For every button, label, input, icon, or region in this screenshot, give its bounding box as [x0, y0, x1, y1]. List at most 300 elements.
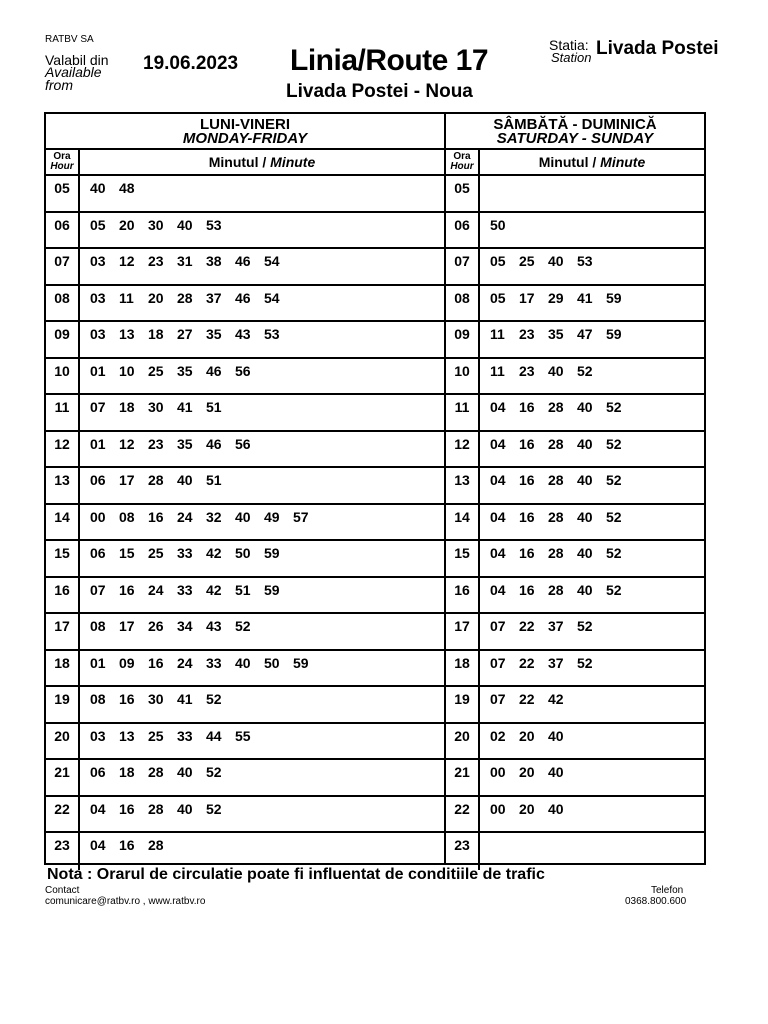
departure-minute: 13: [119, 727, 135, 744]
table-row: [446, 614, 704, 651]
weekday-column-header: [46, 148, 444, 176]
departure-minute: 24: [177, 508, 193, 525]
table-row: [46, 249, 444, 286]
route-title: Linia/Route 17: [290, 44, 489, 77]
departure-minute: 16: [519, 545, 535, 561]
hour-label-ro: Ora: [53, 151, 71, 162]
departure-minute: 04: [490, 472, 506, 488]
departure-minute: 28: [148, 837, 164, 853]
departure-minute: 33: [177, 727, 193, 744]
departure-minute: 53: [577, 253, 593, 269]
departure-minute: 17: [119, 618, 135, 634]
hour-label-ro: Ora: [453, 151, 471, 162]
departure-minute: 56: [235, 435, 251, 452]
weekend-title-ro: SÂMBĂTĂ - DUMINICĂ: [493, 116, 657, 133]
departure-minute: 33: [177, 581, 193, 598]
minutes-cell: [90, 286, 293, 321]
table-row: [446, 286, 704, 323]
hour-cell: 14: [46, 505, 80, 540]
departure-minute: 52: [606, 581, 622, 598]
departure-minute: 32: [206, 508, 222, 525]
minutes-cell: [90, 541, 293, 576]
departure-minute: 25: [148, 727, 164, 744]
table-row: [446, 395, 704, 432]
table-row: [446, 176, 704, 213]
minute-label-ro: Minutul /: [208, 154, 271, 170]
departure-minute: 25: [148, 545, 164, 561]
departure-minute: 08: [119, 508, 135, 525]
station-label-en: Station: [551, 50, 592, 65]
minutes-cell: [90, 322, 293, 357]
departure-minute: 07: [490, 618, 506, 634]
departure-minute: 00: [490, 764, 506, 780]
departure-minute: 18: [148, 326, 164, 342]
departure-minute: 33: [206, 654, 222, 671]
departure-minute: 35: [206, 326, 222, 342]
phone-value: 0368.800.600: [625, 896, 687, 907]
departure-minute: 05: [490, 253, 506, 269]
minutes-cell: [490, 249, 606, 284]
table-row: [46, 468, 444, 505]
table-row: [46, 614, 444, 651]
minutes-cell: [90, 614, 264, 649]
departure-minute: 40: [90, 180, 106, 196]
departure-minute: 10: [119, 362, 135, 379]
departure-minute: 40: [177, 216, 193, 233]
traffic-note: Nota : Orarul de circulatie poate fi influentat de conditiile de trafic: [47, 866, 545, 883]
departure-minute: 40: [577, 581, 593, 598]
departure-minute: 52: [577, 654, 593, 671]
departure-minute: 28: [548, 435, 564, 452]
departure-minute: 17: [119, 472, 135, 488]
departure-minute: 03: [90, 289, 106, 306]
departure-minute: 52: [206, 800, 222, 817]
minutes-cell: [490, 395, 635, 430]
table-row: [446, 651, 704, 688]
hour-cell: 14: [446, 505, 480, 540]
weekend-title-en: SATURDAY - SUNDAY: [496, 130, 654, 147]
departure-minute: 40: [548, 727, 564, 744]
table-row: [46, 505, 444, 542]
departure-minute: 52: [606, 472, 622, 488]
departure-minute: 51: [206, 399, 222, 415]
hour-cell: 12: [46, 432, 80, 467]
departure-minute: 16: [119, 691, 135, 707]
minutes-cell: [90, 687, 235, 722]
minutes-cell: [490, 614, 606, 649]
departure-minute: 16: [119, 837, 135, 853]
table-row: [446, 505, 704, 542]
departure-minute: 13: [119, 326, 135, 342]
hour-cell: 22: [46, 797, 80, 832]
table-row: [446, 797, 704, 834]
departure-minute: 35: [177, 435, 193, 452]
weekend-column-header: [446, 148, 704, 176]
table-row: [46, 286, 444, 323]
departure-minute: 07: [490, 654, 506, 671]
station-name: Livada Postei: [596, 38, 719, 59]
departure-minute: 35: [548, 326, 564, 342]
table-row: [446, 213, 704, 250]
departure-minute: 20: [519, 727, 535, 744]
departure-minute: 49: [264, 508, 280, 525]
departure-minute: 40: [177, 472, 193, 488]
departure-minute: 38: [206, 253, 222, 269]
minutes-cell: [490, 578, 635, 613]
departure-minute: 06: [90, 764, 106, 780]
timetable: [44, 112, 706, 865]
departure-minute: 41: [177, 399, 193, 415]
departure-minute: 20: [519, 800, 535, 817]
table-row: [46, 176, 444, 213]
hour-cell: 11: [46, 395, 80, 430]
table-row: [446, 432, 704, 469]
hour-cell: 20: [46, 724, 80, 759]
table-row: [46, 359, 444, 396]
hour-cell: 19: [46, 687, 80, 722]
departure-minute: 23: [148, 435, 164, 452]
minutes-cell: [490, 760, 577, 795]
departure-minute: 02: [490, 727, 506, 744]
minutes-cell: [490, 505, 635, 540]
hour-cell: 21: [446, 760, 480, 795]
departure-minute: 28: [177, 289, 193, 306]
hour-cell: 06: [46, 213, 80, 248]
departure-minute: 29: [548, 289, 564, 306]
table-row: [46, 651, 444, 688]
departure-minute: 40: [577, 435, 593, 452]
weekend-schedule: [446, 114, 704, 863]
hour-cell: 21: [46, 760, 80, 795]
departure-minute: 50: [264, 654, 280, 671]
departure-minute: 05: [490, 289, 506, 306]
valid-from-label-en-2: from: [45, 77, 73, 93]
minutes-cell: [490, 797, 577, 832]
departure-minute: 40: [177, 800, 193, 817]
minute-column-header: [480, 150, 704, 174]
weekend-header: [446, 114, 704, 148]
departure-minute: 40: [548, 764, 564, 780]
hour-cell: 18: [446, 651, 480, 686]
table-row: [446, 249, 704, 286]
departure-minute: 40: [577, 472, 593, 488]
departure-minute: 30: [148, 691, 164, 707]
departure-minute: 00: [490, 800, 506, 817]
departure-minute: 23: [148, 253, 164, 269]
table-row: [46, 760, 444, 797]
hour-cell: 10: [446, 359, 480, 394]
hour-cell: 23: [446, 833, 480, 870]
departure-minute: 25: [148, 362, 164, 379]
table-row: [46, 578, 444, 615]
departure-minute: 52: [606, 508, 622, 525]
departure-minute: 48: [119, 180, 135, 196]
departure-minute: 01: [90, 435, 106, 452]
departure-minute: 30: [148, 216, 164, 233]
departure-minute: 12: [119, 435, 135, 452]
departure-minute: 16: [119, 581, 135, 598]
departure-minute: 28: [148, 800, 164, 817]
minutes-cell: [90, 468, 235, 503]
departure-minute: 47: [577, 326, 593, 342]
minutes-cell: [490, 213, 519, 248]
departure-minute: 04: [490, 399, 506, 415]
departure-minute: 52: [206, 764, 222, 780]
departure-minute: 37: [548, 654, 564, 671]
departure-minute: 40: [235, 654, 251, 671]
minutes-cell: [90, 651, 322, 686]
departure-minute: 59: [293, 654, 309, 671]
departure-minute: 09: [119, 654, 135, 671]
departure-minute: 41: [577, 289, 593, 306]
departure-minute: 52: [577, 362, 593, 379]
departure-minute: 28: [548, 508, 564, 525]
departure-minute: 03: [90, 727, 106, 744]
departure-minute: 18: [119, 764, 135, 780]
departure-minute: 43: [206, 618, 222, 634]
departure-minute: 40: [235, 508, 251, 525]
departure-minute: 08: [90, 618, 106, 634]
table-row: [446, 322, 704, 359]
weekday-header: [46, 114, 444, 148]
departure-minute: 28: [548, 581, 564, 598]
departure-minute: 40: [548, 253, 564, 269]
departure-minute: 23: [519, 362, 535, 379]
minutes-cell: [90, 359, 264, 394]
minutes-cell: [90, 578, 293, 613]
departure-minute: 03: [90, 326, 106, 342]
station-label-ro: Statia:: [549, 37, 589, 53]
departure-minute: 52: [606, 545, 622, 561]
departure-minute: 16: [148, 654, 164, 671]
hour-cell: 16: [46, 578, 80, 613]
departure-minute: 40: [577, 508, 593, 525]
departure-minute: 16: [148, 508, 164, 525]
departure-minute: 37: [206, 289, 222, 306]
departure-minute: 34: [177, 618, 193, 634]
minutes-cell: [90, 833, 177, 870]
table-row: [46, 687, 444, 724]
departure-minute: 52: [577, 618, 593, 634]
departure-minute: 46: [235, 253, 251, 269]
table-row: [46, 213, 444, 250]
hour-cell: 13: [446, 468, 480, 503]
hour-cell: 05: [46, 176, 80, 211]
minutes-cell: [90, 505, 322, 540]
table-row: [446, 541, 704, 578]
departure-minute: 55: [235, 727, 251, 744]
departure-minute: 25: [519, 253, 535, 269]
departure-minute: 35: [177, 362, 193, 379]
hour-cell: 10: [46, 359, 80, 394]
departure-minute: 53: [206, 216, 222, 233]
departure-minute: 24: [148, 581, 164, 598]
departure-minute: 22: [519, 654, 535, 671]
minutes-cell: [490, 359, 606, 394]
departure-minute: 28: [148, 764, 164, 780]
hour-cell: 07: [46, 249, 80, 284]
departure-minute: 04: [490, 435, 506, 452]
minutes-cell: [90, 432, 264, 467]
departure-minute: 00: [90, 508, 106, 525]
departure-minute: 07: [490, 691, 506, 707]
table-row: [446, 578, 704, 615]
departure-minute: 54: [264, 289, 280, 306]
table-row: [446, 760, 704, 797]
hour-cell: 23: [46, 833, 80, 870]
departure-minute: 01: [90, 654, 106, 671]
minutes-cell: [490, 651, 606, 686]
departure-minute: 20: [119, 216, 135, 233]
departure-minute: 04: [90, 837, 106, 853]
departure-minute: 26: [148, 618, 164, 634]
departure-minute: 16: [519, 581, 535, 598]
valid-from-label-ro: Valabil din: [45, 52, 109, 68]
departure-minute: 06: [90, 545, 106, 561]
departure-minute: 22: [519, 618, 535, 634]
departure-minute: 40: [177, 764, 193, 780]
table-row: [46, 395, 444, 432]
minutes-cell: [90, 724, 264, 759]
departure-minute: 11: [490, 326, 505, 342]
contact-label: Contact: [45, 885, 80, 896]
minute-label-en: Minute: [270, 154, 316, 170]
minutes-cell: [490, 322, 635, 357]
minutes-cell: [90, 760, 235, 795]
table-row: [446, 833, 704, 870]
departure-minute: 28: [548, 399, 564, 415]
departure-minute: 56: [235, 362, 251, 379]
table-row: [446, 468, 704, 505]
departure-minute: 59: [264, 545, 280, 561]
hour-cell: 09: [46, 322, 80, 357]
minutes-cell: [490, 432, 635, 467]
departure-minute: 01: [90, 362, 106, 379]
departure-minute: 16: [519, 472, 535, 488]
departure-minute: 46: [235, 289, 251, 306]
minutes-cell: [490, 468, 635, 503]
departure-minute: 17: [519, 289, 535, 306]
weekday-title-ro: LUNI-VINERI: [200, 116, 290, 133]
hour-cell: 08: [446, 286, 480, 321]
minutes-cell: [490, 286, 635, 321]
departure-minute: 53: [264, 326, 280, 342]
departure-minute: 52: [206, 691, 222, 707]
table-row: [46, 541, 444, 578]
departure-minute: 42: [548, 691, 564, 707]
departure-minute: 43: [235, 326, 251, 342]
weekend-rows: [446, 176, 704, 863]
departure-minute: 16: [119, 800, 135, 817]
hour-cell: 16: [446, 578, 480, 613]
weekday-schedule: [46, 114, 446, 863]
departure-minute: 04: [90, 800, 106, 817]
departure-minute: 07: [90, 581, 106, 598]
departure-minute: 11: [490, 362, 505, 379]
minutes-cell: [490, 724, 577, 759]
departure-minute: 50: [490, 216, 506, 233]
departure-minute: 40: [577, 399, 593, 415]
departure-minute: 33: [177, 545, 193, 561]
departure-minute: 52: [606, 399, 622, 415]
hour-label-en: Hour: [450, 161, 474, 172]
departure-minute: 03: [90, 253, 106, 269]
departure-minute: 52: [235, 618, 251, 634]
departure-minute: 59: [264, 581, 280, 598]
phone-label: Telefon: [651, 885, 684, 896]
hour-cell: 18: [46, 651, 80, 686]
minutes-cell: [490, 687, 577, 722]
hour-cell: 08: [46, 286, 80, 321]
hour-cell: 15: [446, 541, 480, 576]
hour-cell: 17: [446, 614, 480, 649]
valid-from-label-en: Available: [45, 64, 102, 80]
contact-value: comunicare@ratbv.ro , www.ratbv.ro: [45, 896, 206, 907]
departure-minute: 28: [548, 545, 564, 561]
departure-minute: 52: [606, 435, 622, 452]
departure-minute: 57: [293, 508, 309, 525]
route-direction: Livada Postei - Noua: [286, 81, 473, 102]
departure-minute: 27: [177, 326, 193, 342]
table-row: [46, 797, 444, 834]
departure-minute: 22: [519, 691, 535, 707]
departure-minute: 51: [206, 472, 222, 488]
minutes-cell: [90, 797, 235, 832]
minute-label-en: Minute: [600, 154, 646, 170]
minutes-cell: [90, 213, 235, 248]
departure-minute: 05: [90, 216, 106, 233]
departure-minute: 04: [490, 545, 506, 561]
departure-minute: 40: [548, 362, 564, 379]
hour-cell: 11: [446, 395, 480, 430]
table-row: [446, 359, 704, 396]
hour-cell: 09: [446, 322, 480, 357]
hour-column-header: [46, 150, 80, 174]
hour-cell: 13: [46, 468, 80, 503]
hour-column-header: [446, 150, 480, 174]
table-row: [46, 833, 444, 870]
minutes-cell: [90, 176, 148, 211]
departure-minute: 06: [90, 472, 106, 488]
departure-minute: 16: [519, 399, 535, 415]
table-row: [46, 322, 444, 359]
departure-minute: 20: [148, 289, 164, 306]
hour-cell: 22: [446, 797, 480, 832]
weekday-rows: [46, 176, 444, 863]
departure-minute: 42: [206, 581, 222, 598]
departure-minute: 28: [548, 472, 564, 488]
hour-cell: 15: [46, 541, 80, 576]
departure-minute: 18: [119, 399, 135, 415]
departure-minute: 42: [206, 545, 222, 561]
departure-minute: 37: [548, 618, 564, 634]
table-row: [446, 687, 704, 724]
hour-cell: 06: [446, 213, 480, 248]
departure-minute: 23: [519, 326, 535, 342]
departure-minute: 04: [490, 508, 506, 525]
valid-date: 19.06.2023: [143, 53, 239, 74]
hour-cell: 20: [446, 724, 480, 759]
departure-minute: 50: [235, 545, 251, 561]
departure-minute: 12: [119, 253, 135, 269]
hour-cell: 12: [446, 432, 480, 467]
departure-minute: 08: [90, 691, 106, 707]
departure-minute: 46: [206, 435, 222, 452]
departure-minute: 40: [548, 800, 564, 817]
hour-cell: 19: [446, 687, 480, 722]
departure-minute: 16: [519, 508, 535, 525]
table-row: [46, 432, 444, 469]
